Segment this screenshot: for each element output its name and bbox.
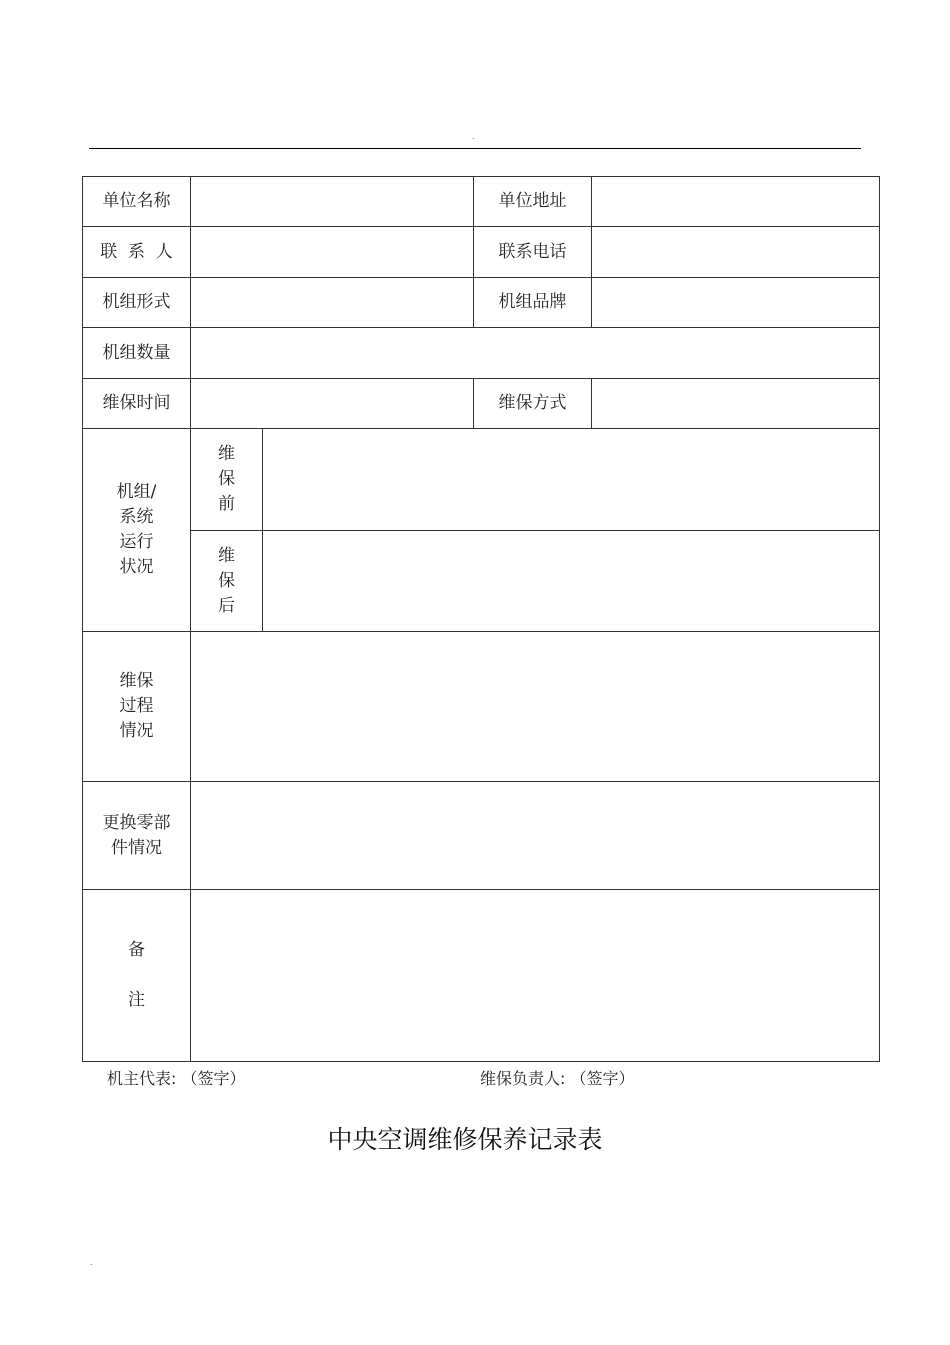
remarks-line-2: 注 — [128, 990, 145, 1010]
process-line-2: 过程 — [119, 696, 154, 716]
row-contact — [83, 227, 880, 278]
label-remarks — [83, 890, 191, 1062]
before-line-2: 保 — [218, 469, 235, 489]
maintainer-signature-label: 维保负责人: （签字） — [480, 1069, 635, 1088]
field-unit-brand[interactable] — [592, 278, 880, 328]
label-maint-time: 维保时间 — [83, 379, 191, 429]
before-line-3: 前 — [218, 494, 235, 514]
header-dot: . — [472, 132, 475, 141]
field-maint-time[interactable] — [191, 379, 474, 429]
after-line-1: 维 — [218, 545, 235, 566]
row-parts — [83, 782, 880, 890]
label-after-maint — [191, 531, 263, 632]
process-line-1: 维保 — [119, 671, 154, 691]
status-line-2: 系统 — [119, 507, 154, 527]
status-line-1: 机组/ — [116, 482, 157, 502]
owner-signature-label: 机主代表: （签字） — [107, 1069, 246, 1088]
label-parts — [83, 782, 191, 890]
field-remarks[interactable] — [191, 890, 880, 1062]
field-maint-method[interactable] — [592, 379, 880, 429]
label-unit-address: 单位地址 — [474, 177, 592, 227]
header-rule — [89, 148, 861, 149]
row-status-before — [83, 429, 880, 531]
after-line-2: 保 — [218, 570, 235, 591]
label-unit-status — [83, 429, 191, 632]
field-parts[interactable] — [191, 782, 880, 890]
row-unit-name — [83, 177, 880, 227]
field-unit-count[interactable] — [191, 328, 880, 379]
label-maint-method: 维保方式 — [474, 379, 592, 429]
after-line-3: 后 — [218, 595, 235, 616]
field-before-maint[interactable] — [263, 429, 880, 531]
before-line-1: 维 — [218, 444, 235, 464]
field-unit-type[interactable] — [191, 278, 474, 328]
footer-dot: . — [90, 1258, 93, 1267]
field-after-maint[interactable] — [263, 531, 880, 632]
parts-line-2: 件情况 — [111, 837, 162, 858]
maintenance-record-form — [82, 176, 880, 1062]
row-status-after — [83, 531, 880, 632]
label-unit-count: 机组数量 — [83, 328, 191, 379]
page-title: 中央空调维修保养记录表 — [327, 1125, 603, 1154]
row-maint-time — [83, 379, 880, 429]
row-unit-count — [83, 328, 880, 379]
label-unit-brand: 机组品牌 — [474, 278, 592, 328]
label-unit-type: 机组形式 — [83, 278, 191, 328]
field-phone[interactable] — [592, 227, 880, 278]
row-process — [83, 632, 880, 782]
field-process[interactable] — [191, 632, 880, 782]
process-line-3: 情况 — [119, 721, 154, 741]
label-contact: 联 系 人 — [83, 227, 191, 278]
parts-line-1: 更换零部 — [102, 812, 171, 833]
row-unit-type — [83, 278, 880, 328]
remarks-line-1: 备 — [128, 940, 145, 960]
status-line-4: 状况 — [119, 557, 154, 577]
label-phone: 联系电话 — [474, 227, 592, 278]
label-process — [83, 632, 191, 782]
status-line-3: 运行 — [119, 532, 154, 552]
field-unit-name[interactable] — [191, 177, 474, 227]
row-remarks — [83, 890, 880, 1062]
label-unit-name: 单位名称 — [83, 177, 191, 227]
field-unit-address[interactable] — [592, 177, 880, 227]
field-contact[interactable] — [191, 227, 474, 278]
label-before-maint — [191, 429, 263, 531]
